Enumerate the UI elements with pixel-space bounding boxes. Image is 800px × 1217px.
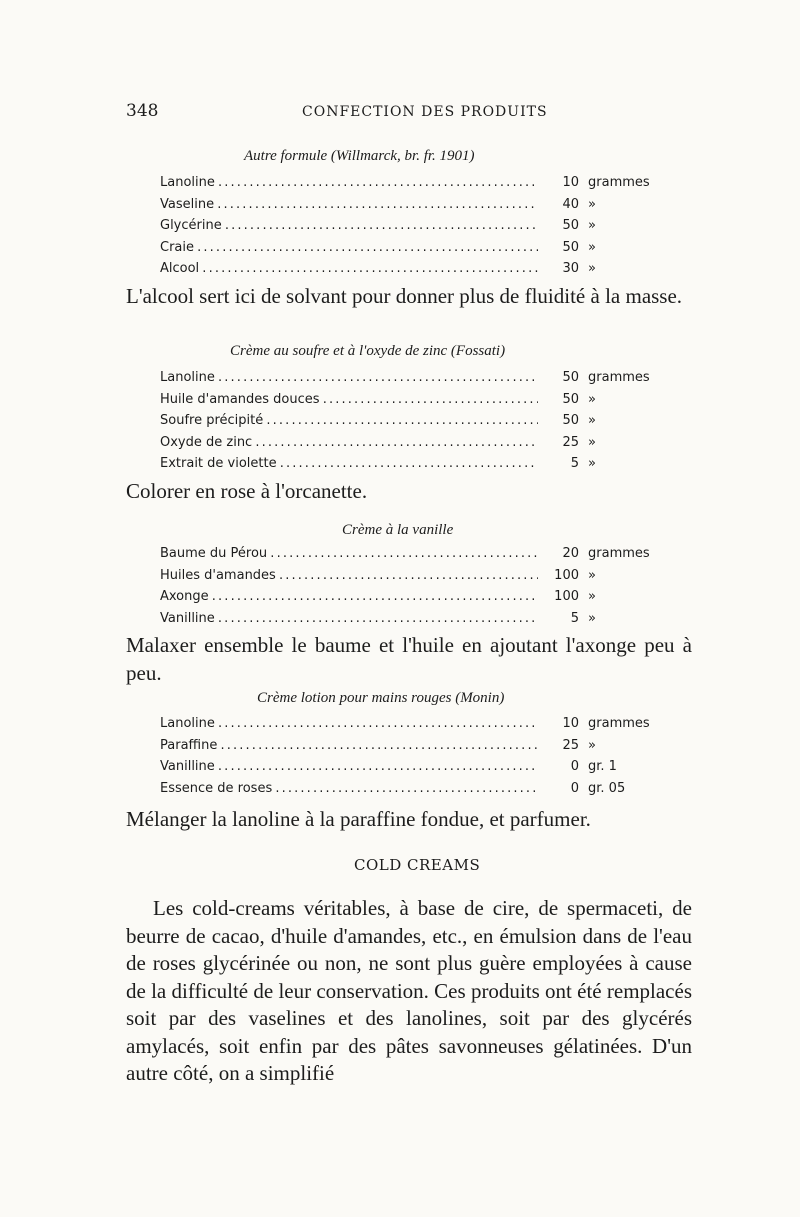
ingredient-list	[160, 367, 660, 475]
ingredient-row	[160, 453, 660, 475]
formula-title: Crème lotion pour mains rouges (Monin)	[257, 690, 505, 706]
ingredient-row	[160, 565, 660, 587]
ingredient-qty: 40	[562, 196, 579, 212]
ingredient-qty: 10	[562, 175, 579, 190]
ingredient-row	[160, 735, 660, 757]
ingredient-name: Baume du Pérou . . .	[160, 543, 538, 565]
ingredient-unit: »	[588, 391, 596, 407]
ingredient-unit: grammes	[588, 175, 650, 190]
ingredient-list	[160, 713, 660, 799]
formula-title: Crème à la vanille	[342, 522, 454, 538]
ingredient-unit: grammes	[588, 716, 650, 731]
ingredient-name: Paraffine . . .	[160, 735, 538, 757]
ingredient-row	[160, 586, 660, 608]
ingredient-unit: »	[588, 434, 596, 450]
ingredient-row	[160, 194, 660, 216]
ingredient-qty: 100	[554, 567, 579, 583]
ingredient-row	[160, 713, 660, 735]
ingredient-unit: »	[588, 610, 596, 626]
ingredient-row	[160, 432, 660, 454]
ingredient-unit: grammes	[588, 370, 650, 385]
page-number: 348	[126, 101, 159, 121]
ingredient-unit: »	[588, 218, 596, 233]
ingredient-row	[160, 756, 660, 778]
formula-title: Autre formule (Willmarck, br. fr. 1901)	[244, 148, 475, 164]
ingredient-unit: »	[588, 239, 596, 255]
ingredient-name: Oxyde de zinc . . .	[160, 432, 538, 454]
ingredient-row	[160, 172, 660, 194]
ingredient-name: Glycérine . . .	[160, 215, 538, 237]
ingredient-name: Huile d'amandes douces . . .	[160, 389, 538, 411]
ingredient-name: Craie . . .	[160, 237, 538, 259]
ingredient-qty: 30	[562, 261, 579, 276]
instruction-paragraph: L'alcool sert ici de solvant pour donner plus de fluidité à la masse.	[126, 284, 683, 308]
ingredient-qty: 20	[562, 546, 579, 561]
ingredient-qty: 50	[562, 391, 579, 407]
ingredient-list	[160, 172, 660, 280]
ingredient-qty: 5	[570, 456, 579, 471]
ingredient-qty: 25	[562, 434, 579, 450]
ingredient-row	[160, 410, 660, 432]
ingredient-row	[160, 778, 660, 800]
ingredient-qty: 0	[570, 780, 579, 796]
section-heading: COLD CREAMS	[354, 856, 481, 874]
ingredient-qty: 50	[562, 413, 579, 428]
formula-title: Crème au soufre et à l'oxyde de zinc (Fossati)	[230, 343, 506, 359]
ingredient-name: Essence de roses . . .	[160, 778, 538, 800]
instruction-paragraph: Mélanger la lanoline à la paraffine fondue, et parfumer.	[126, 807, 591, 831]
ingredient-qty: 0	[570, 759, 579, 774]
ingredient-row	[160, 543, 660, 565]
ingredient-name: Lanoline . . .	[160, 713, 538, 735]
ingredient-qty: 100	[554, 589, 579, 604]
ingredient-qty: 25	[562, 737, 579, 753]
instruction-paragraph: Malaxer ensemble le baume et l'huile en ajoutant l'axonge peu à peu.	[126, 633, 692, 685]
ingredient-name: Vanilline . . .	[160, 608, 538, 630]
ingredient-qty: 50	[562, 370, 579, 385]
ingredient-name: Lanoline . . .	[160, 367, 538, 389]
ingredient-unit: »	[588, 567, 596, 583]
ingredient-unit: grammes	[588, 546, 650, 561]
ingredient-qty: 50	[562, 239, 579, 255]
ingredient-name: Huiles d'amandes . . .	[160, 565, 538, 587]
ingredient-row	[160, 367, 660, 389]
ingredient-row	[160, 608, 660, 630]
body-paragraph	[126, 895, 692, 1088]
ingredient-unit: gr. 1	[588, 759, 617, 774]
ingredient-unit: »	[588, 261, 596, 276]
ingredient-unit: »	[588, 196, 596, 212]
ingredient-name: Alcool . . .	[160, 258, 538, 280]
ingredient-row	[160, 389, 660, 411]
ingredient-unit: »	[588, 456, 596, 471]
instruction-paragraph: Colorer en rose à l'orcanette.	[126, 479, 368, 503]
ingredient-row	[160, 258, 660, 280]
ingredient-unit: »	[588, 737, 596, 753]
ingredient-name: Lanoline . . .	[160, 172, 538, 194]
ingredient-name: Axonge . . .	[160, 586, 538, 608]
ingredient-name: Vanilline . . .	[160, 756, 538, 778]
ingredient-unit: gr. 05	[588, 780, 626, 796]
ingredient-row	[160, 215, 660, 237]
ingredient-qty: 10	[562, 716, 579, 731]
ingredient-name: Extrait de violette . . .	[160, 453, 538, 475]
ingredient-list	[160, 543, 660, 629]
ingredient-row	[160, 237, 660, 259]
ingredient-qty: 50	[562, 218, 579, 233]
ingredient-unit: »	[588, 589, 596, 604]
ingredient-unit: »	[588, 413, 596, 428]
running-head: CONFECTION DES PRODUITS	[302, 104, 548, 120]
ingredient-qty: 5	[570, 610, 579, 626]
ingredient-name: Vaseline . . .	[160, 194, 538, 216]
body-paragraph-text: Les cold-creams véritables, à base de cire, de spermaceti, de beurre de cacao, d'huile d'amandes, etc., en émulsion dans de l'eau de roses glycérinée ou non, ne sont plus guère employées à cause de la difficulté de leur conservation. Ces produits ont été remplacés soit par des vaselines et des lanolines, soit par des glycérés amylacés, soit enfin par des pâtes savonneuses gélatinées. D'un autre côté, on a simplifié	[126, 896, 692, 1085]
ingredient-name: Soufre précipité . . .	[160, 410, 538, 432]
